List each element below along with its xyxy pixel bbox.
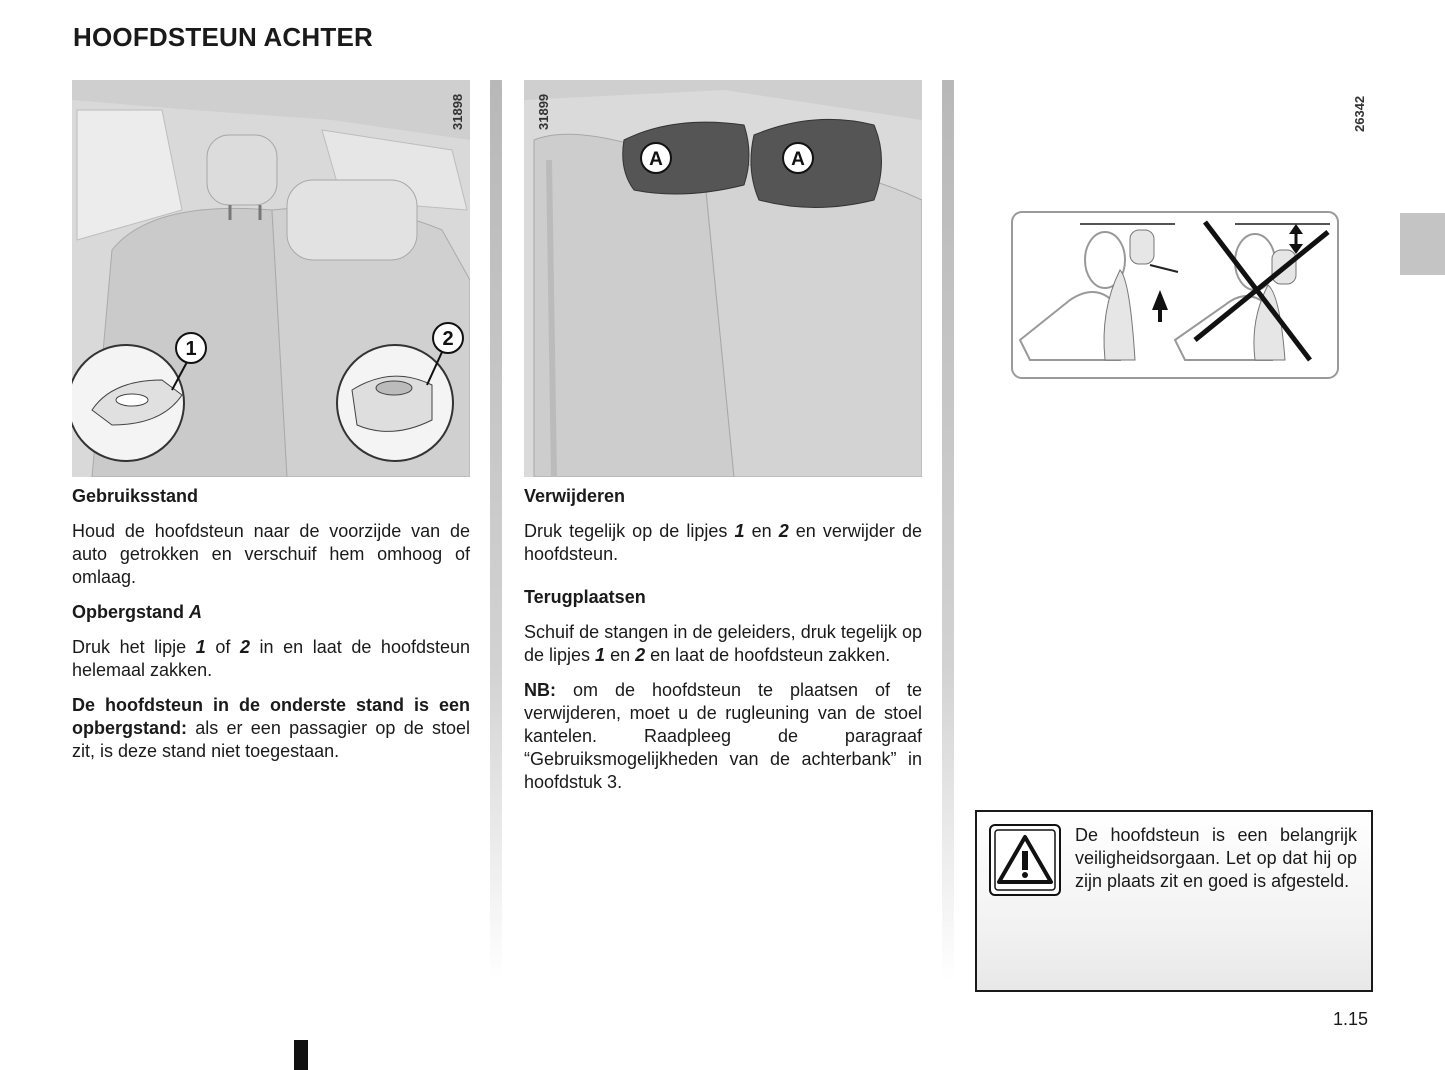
rear-seat-illustration — [72, 80, 470, 477]
column-divider — [942, 80, 954, 980]
heading-usage-position: Gebruiksstand — [72, 486, 199, 506]
paragraph-usage: Houd de hoofdsteun naar de voorzijde van de auto getrokken en verschuif hem omhoog of omlaag. — [72, 521, 470, 587]
figure-code: 31898 — [450, 93, 465, 130]
figure-code: 26342 — [1352, 95, 1367, 132]
column-usage — [72, 80, 470, 763]
paragraph-removal: Druk tegelijk op de lipjes 1 en 2 en verwijder de hoofdsteun. — [524, 521, 922, 564]
page-title: HOOFDSTEUN ACHTER — [73, 22, 373, 52]
heading-storage-position: Opbergstand A — [72, 602, 203, 622]
paragraph-refitting: Schuif de stangen in de geleiders, druk tegelijk op de lipjes 1 en 2 en laat de hoofdsteun zakken. — [524, 622, 922, 665]
column-removal — [524, 80, 922, 794]
heading-removal: Verwijderen — [524, 486, 626, 506]
figure-headrests-a — [524, 80, 922, 477]
warning-box — [975, 810, 1373, 992]
warning-triangle-icon — [989, 824, 1061, 896]
callout-2: 2 — [442, 328, 454, 350]
label-a-right: A — [791, 149, 805, 170]
rear-bench-illustration — [524, 80, 922, 477]
page-marker — [294, 1040, 308, 1070]
warning-text: De hoofdsteun is een belangrijk veiligheidsorgaan. Let op dat hij op zijn plaats zit en goed is afgesteld. — [1075, 825, 1357, 891]
chapter-tab — [1400, 213, 1445, 275]
headrest-adjustment-illustration — [1010, 210, 1340, 380]
callout-1: 1 — [185, 338, 197, 360]
label-a-left: A — [649, 149, 663, 170]
page-number: 1.15 — [1333, 1009, 1369, 1029]
paragraph-storage-note: De hoofdsteun in de onderste stand is een opbergstand: als er een passagier op de stoel zit, is deze stand niet toegestaan. — [72, 695, 470, 761]
figure-rear-seat-headrests — [72, 80, 470, 477]
column-divider — [490, 80, 502, 980]
heading-refitting: Terugplaatsen — [524, 587, 646, 607]
figure-code: 31899 — [536, 93, 551, 130]
paragraph-storage: Druk het lipje 1 of 2 in en laat de hoofdsteun helemaal zakken. — [72, 637, 471, 680]
paragraph-note: NB: om de hoofdsteun te plaatsen of te verwijderen, moet u de rugleuning van de stoel kantelen. Raadpleeg de paragraaf “Gebruiksmogelijkheden van de achterbank” in hoofdstuk 3. — [524, 680, 922, 792]
